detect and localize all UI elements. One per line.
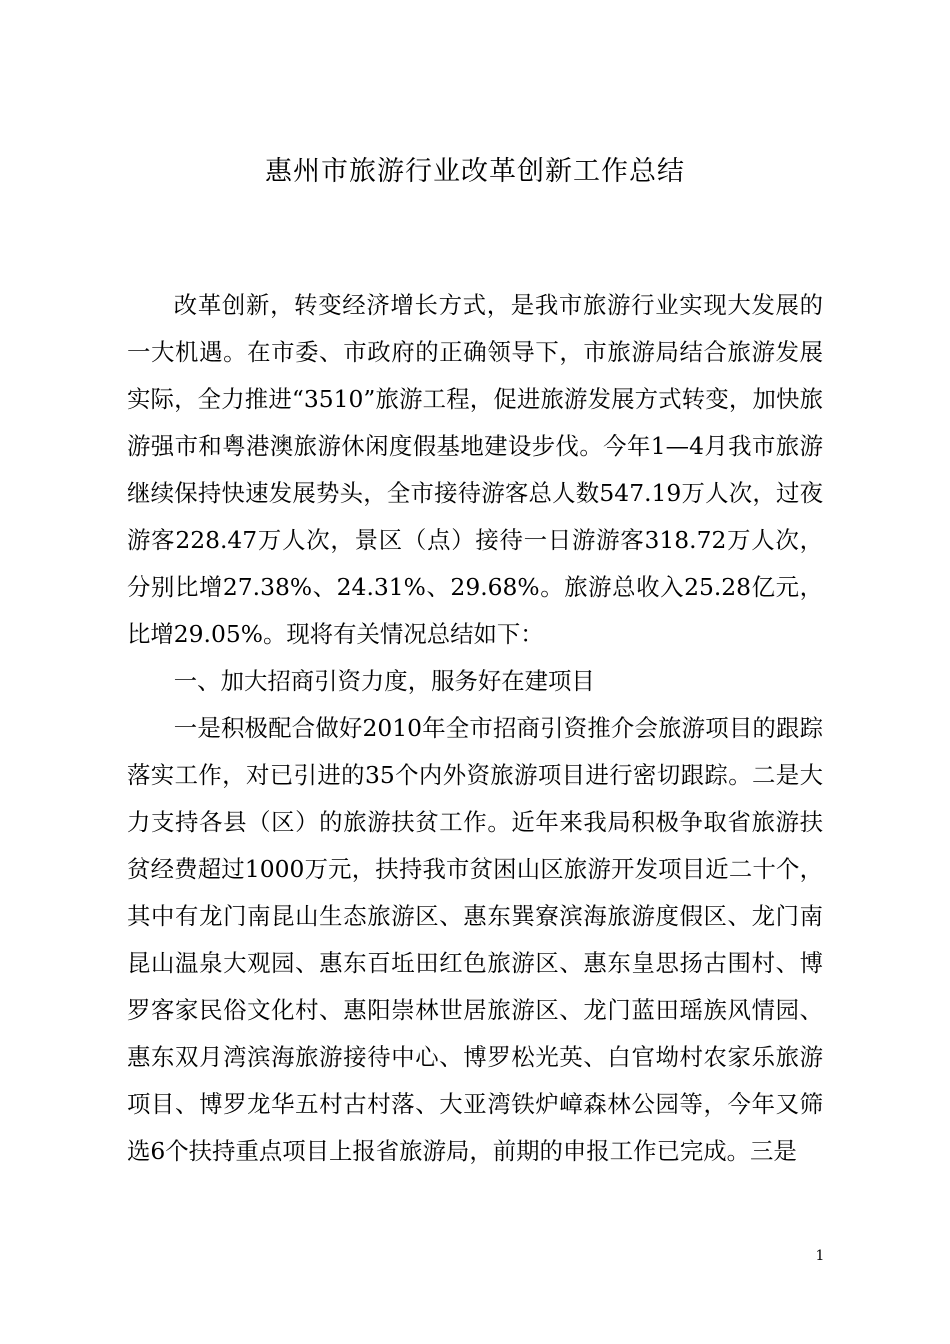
paragraph-intro: 改革创新，转变经济增长方式，是我市旅游行业实现大发展的一大机遇。在市委、市政府的正确领导下，市旅游局结合旅游发展实际，全力推进“3510”旅游工程，促进旅游发展方式转变，加快旅游强市和粤港澳旅游休闲度假基地建设步伐。今年1—4月我市旅游继续保持快速发展势头，全市接待游客总人数547.19万人次，过夜游客228.47万人次，景区（点）接待一日游游客318.72万人次，分别比增27.38%、24.31%、29.68%。旅游总收入25.28亿元，比增29.05%。现将有关情况总结如下：: [127, 291, 823, 648]
document-title: 惠州市旅游行业改革创新工作总结: [265, 156, 685, 187]
paragraph-section-1: 一是积极配合做好2010年全市招商引资推介会旅游项目的跟踪落实工作，对已引进的35个内外资旅游项目进行密切跟踪。二是大力支持各县（区）的旅游扶贫工作。近年来我局积极争取省旅游扶贫经费超过1000万元，扶持我市贫困山区旅游开发项目近二十个，其中有龙门南昆山生态旅游区、惠东巽寮滨海旅游度假区、龙门南昆山温泉大观园、惠东百坵田红色旅游区、惠东皇思扬古围村、博罗客家民俗文化村、惠阳崇林世居旅游区、龙门蓝田瑶族风情园、惠东双月湾滨海旅游接待中心、博罗松光英、白官坳村农家乐旅游项目、博罗龙华五村古村落、大亚湾铁炉嶂森林公园等，今年又筛选6个扶持重点项目上报省旅游局，前期的申报工作已完成。三是: [127, 714, 823, 1165]
page-number: 1: [815, 1248, 825, 1264]
document-body: [127, 282, 823, 1175]
section-heading-1: 一、加大招商引资力度，服务好在建项目: [173, 667, 595, 695]
